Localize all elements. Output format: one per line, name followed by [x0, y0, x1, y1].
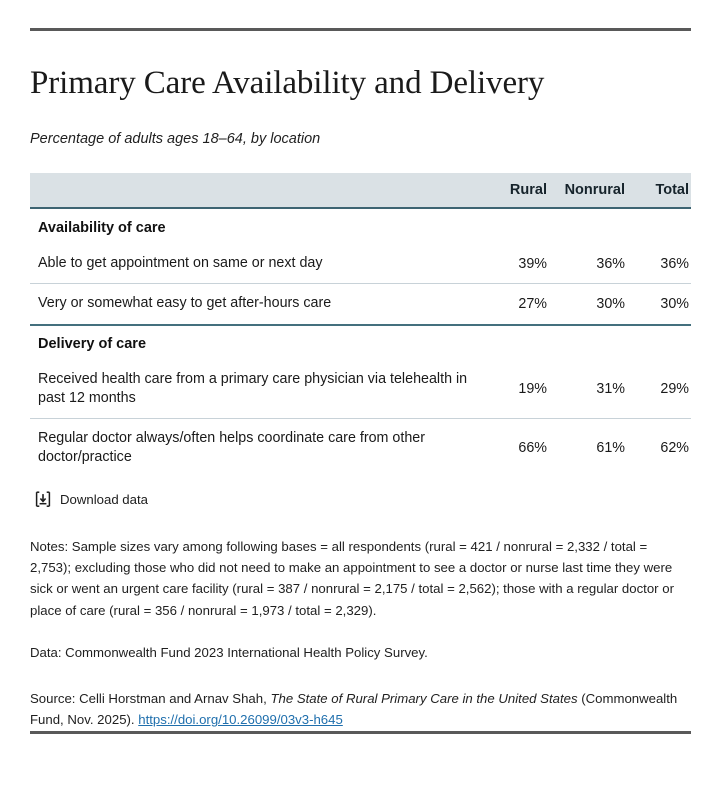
row-value-total: 29%: [627, 360, 691, 419]
row-value-nonrural: 61%: [596, 440, 625, 457]
column-header-total: Total: [627, 173, 691, 208]
section-heading-delivery: Delivery of care: [30, 325, 691, 360]
data-source-text: Data: Commonwealth Fund 2023 International Health Policy Survey.: [30, 645, 428, 661]
row-value-rural: 19%: [487, 360, 549, 419]
row-value-rural: 39%: [487, 244, 549, 284]
row-label: Received health care from a primary care physician via telehealth in past 12 months: [30, 360, 487, 419]
row-value-total: 30%: [627, 284, 691, 325]
row-value-nonrural: 31%: [549, 360, 627, 419]
source-middle: (Commonwealth Fund, Nov. 2025).: [30, 690, 678, 727]
column-header-label: [30, 173, 487, 208]
download-data-button[interactable]: [35, 491, 148, 508]
data-table: [30, 173, 691, 478]
row-value-rural: 27%: [487, 284, 549, 325]
row-value-total: 36%: [627, 244, 691, 284]
notes-text: Notes: Sample sizes vary among following bases = all respondents (rural = 421 / nonrural = 2,332 / total = 2,753); excluding those who did not need to make an appointment to see a doctor or nurse last time they were sick or went an urgent care facility (rural = 387 / nonrural = 2,175 / total = 2,562); those with a regular doctor or place of care (rural = 356 / nonrural = 1,973 / total = 2,329).: [30, 538, 674, 618]
page-title: Primary Care Availability and Delivery: [30, 65, 545, 101]
column-header-rural: Rural: [487, 173, 549, 208]
section-header-row: [30, 208, 691, 244]
source-citation: [30, 688, 691, 731]
download-data-label: Download data: [60, 491, 148, 507]
bottom-rule: [30, 731, 691, 734]
download-icon: [35, 491, 51, 508]
row-value-nonrural: 36%: [549, 244, 627, 284]
table-body: [30, 208, 691, 478]
row-label: Very or somewhat easy to get after-hours care: [30, 284, 487, 325]
table-row: [30, 360, 691, 419]
section-heading-availability: Availability of care: [38, 219, 166, 236]
page-subtitle: Percentage of adults ages 18–64, by location: [30, 130, 321, 147]
section-header-row: [30, 325, 691, 360]
table-row: [30, 244, 691, 284]
row-value-total: 62%: [660, 440, 689, 457]
row-value-rural: 66%: [518, 440, 547, 457]
source-doi-link[interactable]: https://doi.org/10.26099/03v3-h645: [138, 711, 343, 727]
column-header-nonrural: Nonrural: [549, 173, 627, 208]
row-label: Regular doctor always/often helps coordinate care from other doctor/practice: [38, 430, 426, 466]
top-rule: [30, 28, 691, 31]
source-title: The State of Rural Primary Care in the United States: [270, 690, 578, 706]
row-value-nonrural: 30%: [549, 284, 627, 325]
table-row: [30, 284, 691, 325]
source-prefix: Source: Celli Horstman and Arnav Shah,: [30, 690, 271, 706]
table-row: [30, 419, 691, 478]
row-label: Able to get appointment on same or next day: [30, 244, 487, 284]
table-header-row: [30, 173, 691, 208]
table-header: [30, 173, 691, 208]
figure-page: [0, 28, 725, 792]
